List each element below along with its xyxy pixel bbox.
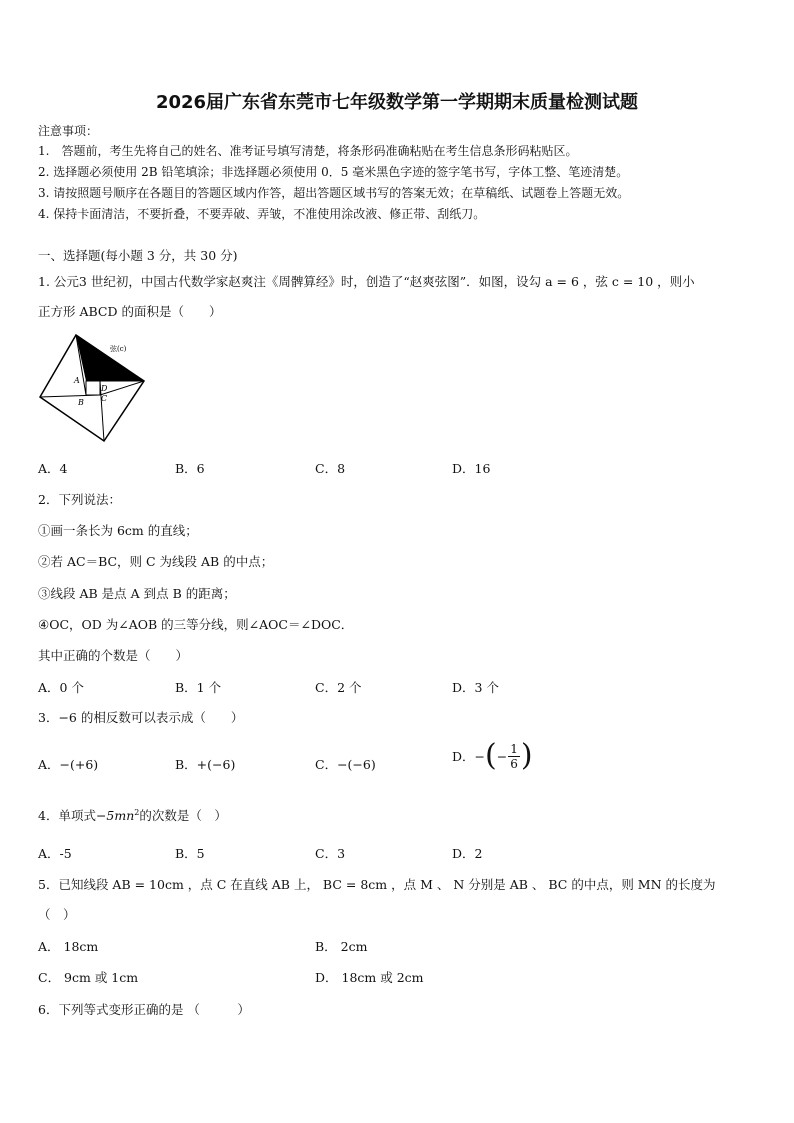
question-3-stem: 3．−6 的相反数可以表示成（ ） (38, 710, 244, 725)
figure-label-a: A (74, 376, 80, 385)
question-2-stem: 2．下列说法： (38, 492, 121, 507)
question-5-line-2: （ ） (38, 907, 76, 922)
zhao-shuang-figure (38, 333, 146, 443)
notice-item: 3. 请按照题号顺序在各题目的答题区域内作答，超出答题区域书写的答案无效；在草稿纸、试题卷上答题无效。 (38, 186, 630, 200)
q2-option-a[interactable]: A．0 个 (38, 680, 84, 695)
question-6-stem: 6．下列等式变形正确的是 （ ） (38, 1002, 250, 1017)
question-1-line-1: 1. 公元3 世纪初，中国古代数学家赵爽注《周髀算经》时，创造了“赵爽弦图”．如图，设勾 a = 6 ，弦 c = 10 ，则小 (38, 274, 695, 289)
q2-statement: ②若 AC＝BC，则 C 为线段 AB 的中点； (38, 554, 274, 569)
q2-statement: ④OC，OD 为∠AOB 的三等分线，则∠AOC＝∠DOC． (38, 617, 354, 632)
q4-exponent: 2 (134, 807, 140, 817)
notice-item: 2. 选择题必须使用 2B 铅笔填涂；非选择题必须使用 0．5 毫米黑色字迹的签字笔书写，字体工整、笔迹清楚。 (38, 165, 629, 179)
q1-option-a[interactable]: A．4 (38, 461, 68, 476)
page-title: 2026届广东省东莞市七年级数学第一学期期末质量检测试题 (155, 92, 639, 113)
q2-ask: 其中正确的个数是（ ） (38, 648, 189, 663)
q3-option-a[interactable]: A．−(+6) (38, 757, 99, 772)
q1-option-c[interactable]: C．8 (315, 461, 346, 476)
q4-monomial: −5mn (95, 808, 135, 823)
figure-label-c: C (101, 394, 108, 403)
figure-label-b: B (78, 398, 84, 407)
fraction (508, 742, 520, 771)
q4-stem-suffix: 的次数是（ ） (139, 808, 227, 823)
q2-option-b[interactable]: B．1 个 (175, 680, 222, 695)
q5-option-b[interactable]: B． 2cm (315, 939, 368, 954)
question-5-line-1: 5．已知线段 AB = 10cm ，点 C 在直线 AB 上， BC = 8cm ，点 M 、 N 分别是 AB 、 BC 的中点，则 MN 的长度为 (38, 877, 716, 892)
q3-option-c[interactable]: C．−(−6) (315, 757, 376, 772)
question-1-line-2: 正方形 ABCD 的面积是（ ） (38, 304, 222, 319)
q3-option-d[interactable] (452, 738, 533, 773)
q2-statement: ①画一条长为 6cm 的直线； (38, 523, 198, 538)
figure-label-hyp: 弦(c) (110, 345, 127, 353)
figure-label-d: D (101, 384, 108, 393)
notice-item: 1. 答题前，考生先将自己的姓名、准考证号填写清楚，将条形码准确粘贴在考生信息条形码粘贴区。 (38, 144, 578, 158)
q5-option-a[interactable]: A． 18cm (38, 939, 99, 954)
q1-option-d[interactable]: D．16 (452, 461, 491, 476)
q3-option-d-prefix: D．− (452, 749, 485, 764)
q2-option-c[interactable]: C．2 个 (315, 680, 362, 695)
left-paren-icon: ( (485, 738, 497, 773)
fraction-numerator: 1 (510, 741, 518, 756)
notice-heading: 注意事项： (38, 124, 99, 138)
q4-option-a[interactable]: A．-5 (38, 846, 72, 861)
q5-option-c[interactable]: C． 9cm 或 1cm (38, 970, 139, 985)
q1-option-b[interactable]: B．6 (175, 461, 205, 476)
q4-option-c[interactable]: C．3 (315, 846, 346, 861)
q4-option-b[interactable]: B．5 (175, 846, 205, 861)
notice-item: 4. 保持卡面清洁，不要折叠，不要弄破、弄皱，不准使用涂改液、修正带、刮纸刀。 (38, 207, 486, 221)
q5-option-d[interactable]: D． 18cm 或 2cm (315, 970, 424, 985)
question-4-stem (38, 806, 227, 824)
q3-option-d-sign: − (496, 748, 508, 764)
q2-option-d[interactable]: D．3 个 (452, 680, 499, 695)
section-heading: 一、选择题(每小题 3 分，共 30 分) (38, 248, 238, 263)
right-paren-icon: ) (520, 738, 533, 773)
q3-option-b[interactable]: B．+(−6) (175, 757, 236, 772)
q4-option-d[interactable]: D．2 (452, 846, 483, 861)
q2-statement: ③线段 AB 是点 A 到点 B 的距离； (38, 586, 236, 601)
q4-stem-prefix: 4．单项式 (38, 808, 96, 823)
fraction-denominator: 6 (510, 756, 518, 771)
